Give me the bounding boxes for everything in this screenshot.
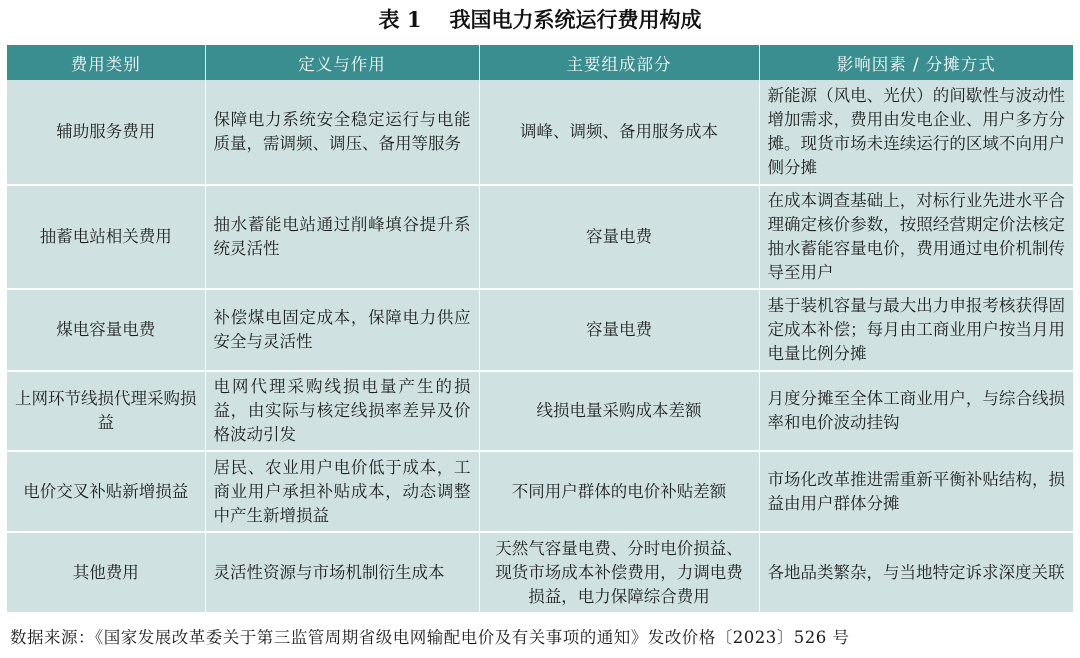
data-source-note: 数据来源：《国家发展改革委关于第三监管周期省级电网输配电价及有关事项的通知》发改价格〔2023〕526 号 — [10, 628, 850, 647]
header-components: 主要组成部分 — [479, 45, 759, 80]
cell-category: 电价交叉补贴新增损益 — [7, 451, 205, 532]
cell-definition: 电网代理采购线损电量产生的损益，由实际与核定线损率差异及价格波动引发 — [205, 371, 479, 451]
cell-category: 煤电容量电费 — [7, 289, 205, 371]
table-row — [7, 371, 1073, 451]
header-impact: 影响因素 / 分摊方式 — [759, 45, 1073, 80]
cell-impact: 在成本调查基础上，对标行业先进水平合理确定核价参数，按照经营期定价法核定抽水蓄能容量电价，费用通过电价机制传导至用户 — [759, 185, 1073, 289]
table-row — [7, 185, 1073, 289]
cell-components: 线损电量采购成本差额 — [479, 371, 759, 451]
cell-category: 抽蓄电站相关费用 — [7, 185, 205, 289]
table-row — [7, 289, 1073, 371]
table-title — [0, 4, 1080, 36]
cell-impact: 基于装机容量与最大出力申报考核获得固定成本补偿；每月由工商业用户按当月用电量比例分摊 — [759, 289, 1073, 371]
cell-definition: 保障电力系统安全稳定运行与电能质量，需调频、调压、备用等服务 — [205, 80, 479, 185]
table-row — [7, 451, 1073, 532]
cell-impact: 市场化改革推进需重新平衡补贴结构，损益由用户群体分摊 — [759, 451, 1073, 532]
cell-components: 容量电费 — [479, 185, 759, 289]
table-row — [7, 80, 1073, 185]
cell-impact: 月度分摊至全体工商业用户，与综合线损率和电价波动挂钩 — [759, 371, 1073, 451]
cell-category: 辅助服务费用 — [7, 80, 205, 185]
cell-category: 上网环节线损代理采购损益 — [7, 371, 205, 451]
cell-components: 不同用户群体的电价补贴差额 — [479, 451, 759, 532]
table-row — [7, 532, 1073, 612]
cell-definition: 灵活性资源与市场机制衍生成本 — [205, 532, 479, 612]
header-definition: 定义与作用 — [205, 45, 479, 80]
fee-table — [7, 45, 1073, 612]
header-category: 费用类别 — [7, 45, 205, 80]
table-number: 表 1 — [378, 7, 422, 32]
cell-components: 容量电费 — [479, 289, 759, 371]
cell-components: 天然气容量电费、分时电价损益、现货市场成本补偿费用，力调电费损益，电力保障综合费用 — [479, 532, 759, 612]
cell-definition: 抽水蓄能电站通过削峰填谷提升系统灵活性 — [205, 185, 479, 289]
cell-definition: 补偿煤电固定成本，保障电力供应安全与灵活性 — [205, 289, 479, 371]
cell-impact: 各地品类繁杂，与当地特定诉求深度关联 — [759, 532, 1073, 612]
table-header-row — [7, 45, 1073, 80]
table-title-text: 我国电力系统运行费用构成 — [449, 7, 702, 32]
cell-components: 调峰、调频、备用服务成本 — [479, 80, 759, 185]
cell-definition: 居民、农业用户电价低于成本，工商业用户承担补贴成本，动态调整中产生新增损益 — [205, 451, 479, 532]
cell-category: 其他费用 — [7, 532, 205, 612]
cell-impact: 新能源（风电、光伏）的间歇性与波动性增加需求，费用由发电企业、用户多方分摊。现货市场未连续运行的区域不向用户侧分摊 — [759, 80, 1073, 185]
